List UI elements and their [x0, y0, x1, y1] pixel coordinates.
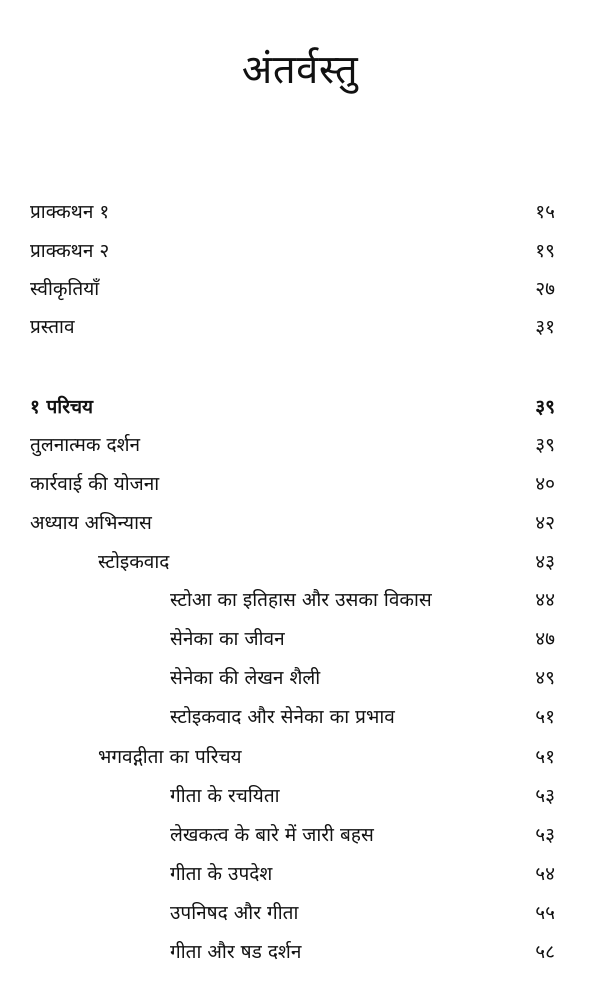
page-title: अंतर्वस्तु	[241, 47, 359, 93]
toc-entry-label: स्टोआ का इतिहास और उसका विकास	[170, 589, 432, 611]
toc-entry-page: १५	[535, 201, 555, 223]
toc-entry-label: सेनेका का जीवन	[170, 628, 285, 650]
toc-entry-page: ४२	[535, 512, 555, 534]
toc-entry-label: उपनिषद और गीता	[170, 902, 299, 924]
toc-entry	[0, 779, 600, 813]
toc-entry-page: ४०	[535, 473, 555, 495]
toc-entry	[0, 700, 600, 734]
toc-entry-label: प्राक्कथन २	[30, 240, 110, 262]
toc-entry-page: ५५	[535, 902, 555, 924]
toc-chapter-heading	[0, 390, 600, 424]
toc-entry-label: कार्रवाई की योजना	[30, 473, 160, 495]
toc-entry	[0, 935, 600, 969]
toc-entry-label: प्रस्ताव	[30, 316, 75, 338]
toc-entry-label: लेखकत्व के बारे में जारी बहस	[170, 824, 374, 846]
toc-entry	[0, 428, 600, 462]
toc-entry-label: सेनेका की लेखन शैली	[170, 667, 321, 689]
toc-entry-label: भगवद्गीता का परिचय	[98, 746, 242, 768]
toc-entry-page: ३९	[535, 434, 555, 456]
toc-entry-page: ४७	[535, 628, 555, 650]
toc-entry	[0, 310, 600, 344]
toc-entry-label: अध्याय अभिन्यास	[30, 512, 152, 534]
toc-entry-label: गीता के उपदेश	[170, 863, 273, 885]
toc-entry	[0, 195, 600, 229]
toc-entry-page: ५१	[535, 706, 555, 728]
toc-entry-page: ३९	[535, 396, 555, 418]
toc-entry-page: ४९	[535, 667, 555, 689]
toc-entry	[0, 661, 600, 695]
toc-entry-page: ५१	[535, 746, 555, 768]
toc-entry-label: गीता के रचयिता	[170, 785, 280, 807]
toc-entry-label: गीता और षड दर्शन	[170, 941, 302, 963]
toc-entry-label: प्राक्कथन १	[30, 201, 110, 223]
toc-entry-page: ४३	[535, 551, 555, 573]
toc-entry-page: ५३	[535, 785, 555, 807]
toc-entry-page: ५८	[535, 941, 555, 963]
toc-entry	[0, 506, 600, 540]
toc-entry	[0, 857, 600, 891]
toc-entry-page: ५४	[535, 863, 555, 885]
toc-entry	[0, 583, 600, 617]
toc-entry-page: २७	[535, 278, 555, 300]
toc-entry-page: १९	[535, 240, 555, 262]
toc-entry	[0, 545, 600, 579]
toc-entry	[0, 272, 600, 306]
toc-entry-label: स्टोइकवाद और सेनेका का प्रभाव	[170, 706, 395, 728]
toc-entry-page: ५३	[535, 824, 555, 846]
toc-entry	[0, 896, 600, 930]
toc-entry-label: स्टोइकवाद	[98, 551, 170, 573]
toc-entry-page: ३१	[535, 316, 555, 338]
toc-entry-label: १ परिचय	[30, 396, 94, 418]
toc-entry	[0, 818, 600, 852]
toc-entry	[0, 740, 600, 774]
toc-entry	[0, 467, 600, 501]
toc-entry	[0, 622, 600, 656]
toc-entry-page: ४४	[535, 589, 555, 611]
toc-entry-label: स्वीकृतियाँ	[30, 278, 100, 300]
toc-entry	[0, 234, 600, 268]
toc-entry-label: तुलनात्मक दर्शन	[30, 434, 141, 456]
